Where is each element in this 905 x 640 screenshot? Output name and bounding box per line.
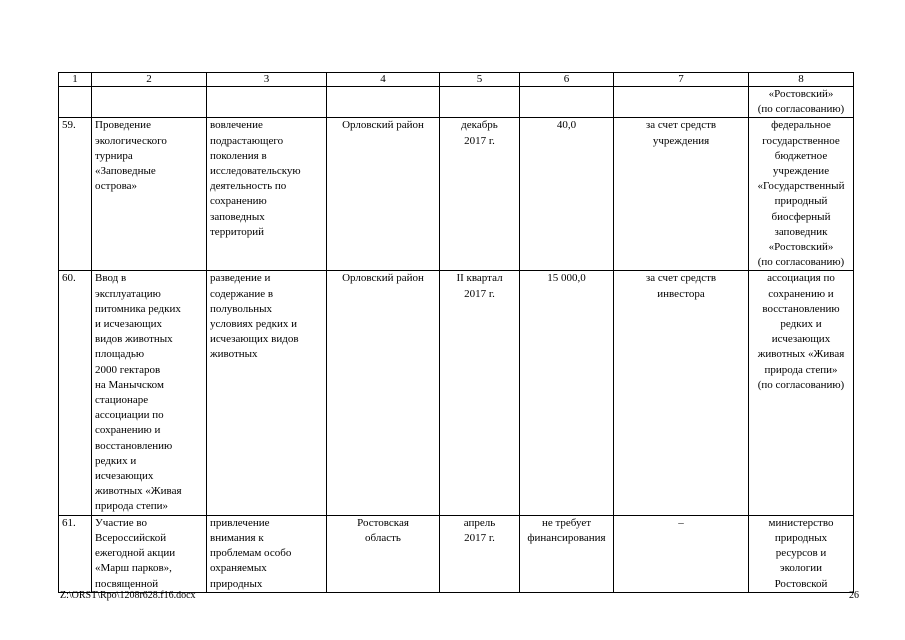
column-number-2: 2	[92, 73, 207, 87]
cell-executor: федеральное государственное бюджетное учреждение «Государственный природный биосферный заповедник «Ростовский» (по согласованию)	[749, 118, 854, 271]
cell-amount: 40,0	[520, 118, 614, 271]
column-number-7: 7	[614, 73, 749, 87]
cell-event: Участие во Всероссийской ежегодной акции «Марш парков», посвященной	[92, 515, 207, 592]
column-number-4: 4	[327, 73, 440, 87]
column-number-1: 1	[59, 73, 92, 87]
table-row-60	[59, 271, 854, 515]
cell-amount: 15 000,0	[520, 271, 614, 515]
cell-goal: разведение и содержание в полувольных условиях редких и исчезающих видов животных	[207, 271, 327, 515]
cell-event	[92, 87, 207, 118]
cell-event: Ввод в эксплуатацию питомника редких и исчезающих видов животных площадью 2000 гектаров на Манычском стационаре ассоциации по сохранению и восстановлению редких и исчезающих животных «Живая природа степи»	[92, 271, 207, 515]
cell-executor: «Ростовский» (по согласованию)	[749, 87, 854, 118]
table-row-continuation	[59, 87, 854, 118]
cell-place: Орловский район	[327, 118, 440, 271]
column-number-5: 5	[440, 73, 520, 87]
cell-goal: вовлечение подрастающего поколения в исследовательскую деятельность по сохранению заповедных территорий	[207, 118, 327, 271]
cell-goal	[207, 87, 327, 118]
cell-num	[59, 87, 92, 118]
page-number: 26	[849, 590, 859, 601]
cell-num: 60.	[59, 271, 92, 515]
cell-num: 59.	[59, 118, 92, 271]
table-header-row	[59, 73, 854, 87]
cell-amount	[520, 87, 614, 118]
column-number-8: 8	[749, 73, 854, 87]
cell-source: за счет средств учреждения	[614, 118, 749, 271]
cell-source: за счет средств инвестора	[614, 271, 749, 515]
cell-goal: привлечение внимания к проблемам особо охраняемых природных	[207, 515, 327, 592]
table-row-59	[59, 118, 854, 271]
cell-executor: министерство природных ресурсов и экологии Ростовской	[749, 515, 854, 592]
cell-date	[440, 87, 520, 118]
cell-executor: ассоциация по сохранению и восстановлению редких и исчезающих животных «Живая природа степи» (по согласованию)	[749, 271, 854, 515]
cell-date: декабрь 2017 г.	[440, 118, 520, 271]
cell-amount: не требует финансирования	[520, 515, 614, 592]
cell-source	[614, 87, 749, 118]
cell-place: Орловский район	[327, 271, 440, 515]
cell-source: –	[614, 515, 749, 592]
cell-place: Ростовская область	[327, 515, 440, 592]
column-number-6: 6	[520, 73, 614, 87]
footer-file-path: Z:\ORST\Rpo\1208r628.f16.docx	[60, 590, 196, 601]
column-number-3: 3	[207, 73, 327, 87]
cell-num: 61.	[59, 515, 92, 592]
cell-date: апрель 2017 г.	[440, 515, 520, 592]
table-row-61	[59, 515, 854, 592]
cell-date: II квартал 2017 г.	[440, 271, 520, 515]
cell-event: Проведение экологического турнира «Заповедные острова»	[92, 118, 207, 271]
document-table	[58, 72, 854, 593]
cell-place	[327, 87, 440, 118]
